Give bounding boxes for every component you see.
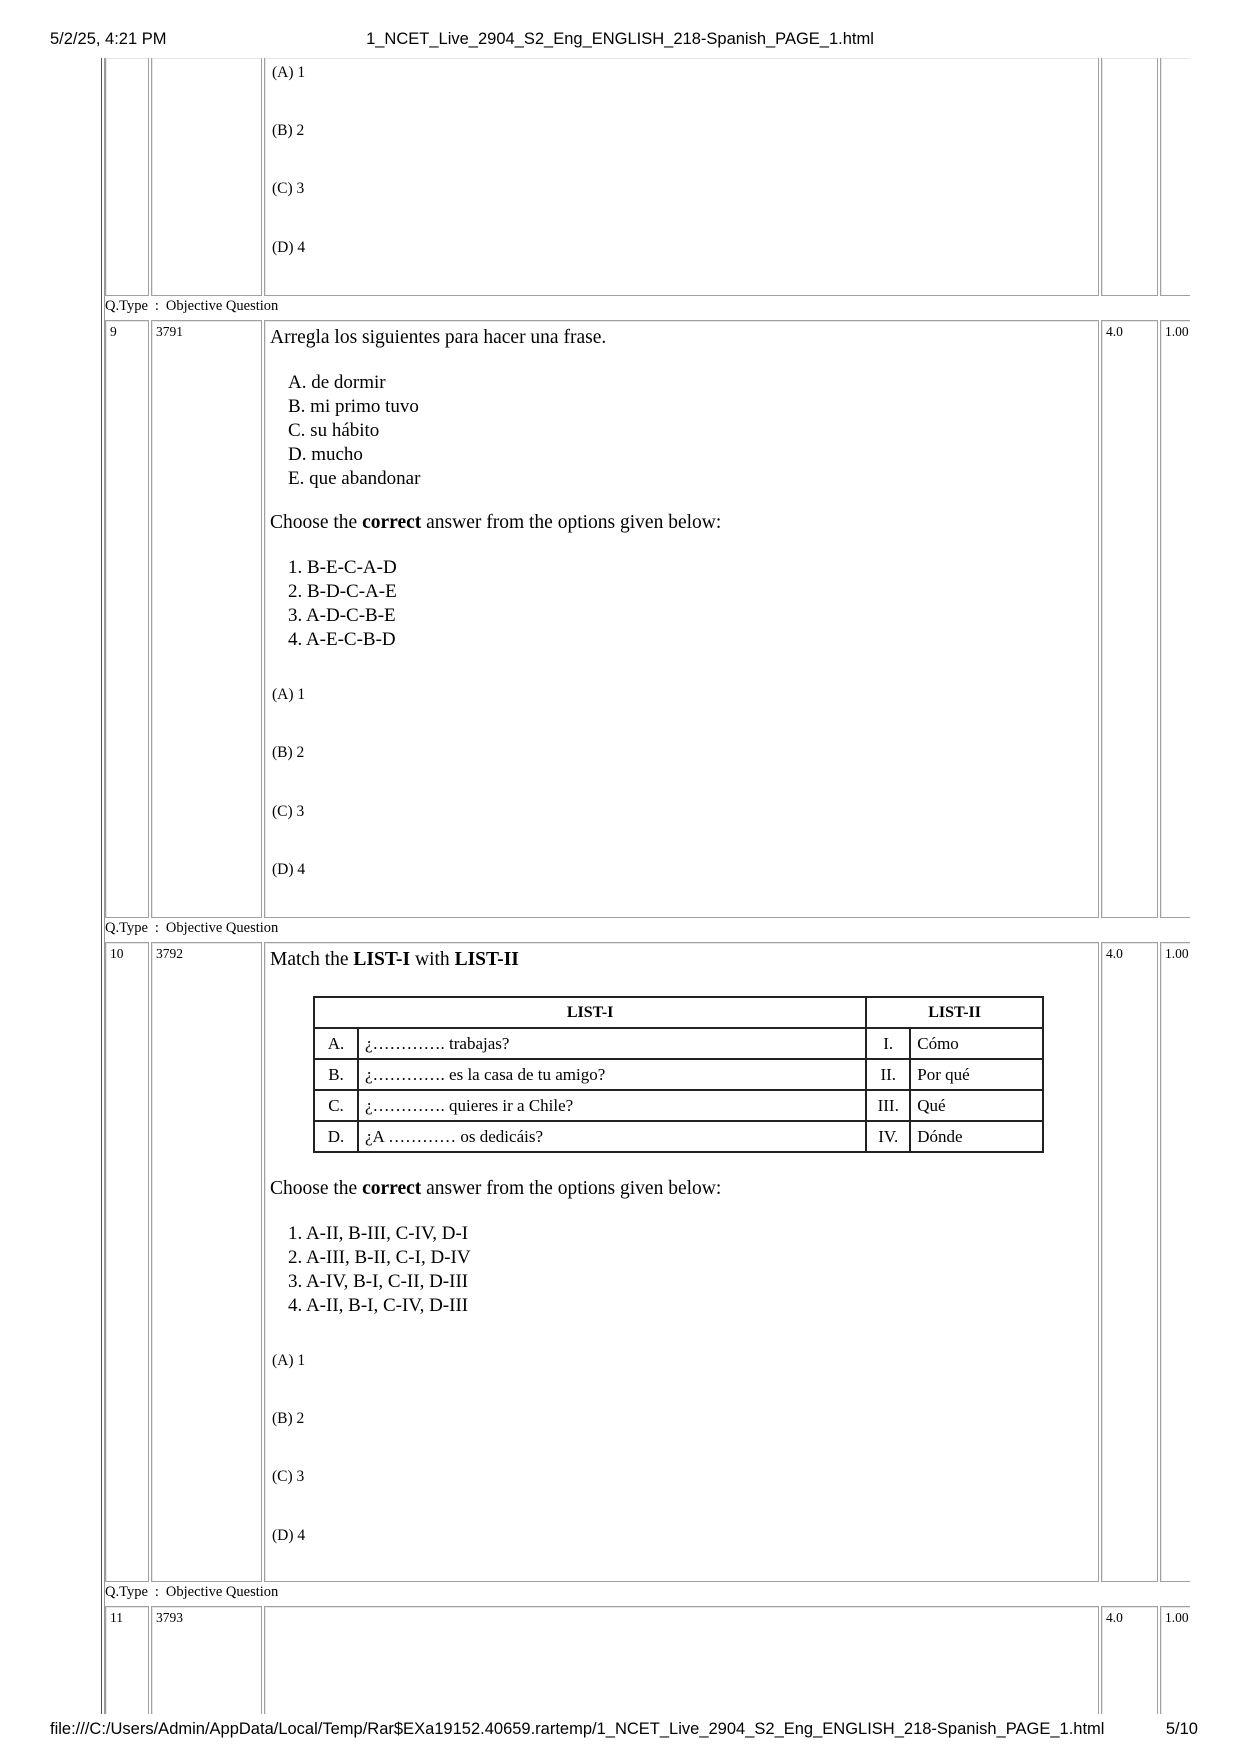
question-type-row: [105, 298, 278, 315]
option-b[interactable]: (B) 2: [272, 122, 305, 139]
option-d[interactable]: (D) 4: [272, 239, 306, 256]
list-item: B. mi primo tuvo: [288, 396, 419, 417]
qtype-value: Objective Question: [165, 1584, 279, 1600]
question-number: 9: [110, 324, 117, 339]
option-d[interactable]: (D) 4: [272, 1527, 306, 1544]
question-id-cell: [151, 320, 262, 918]
question-number-cell: [105, 320, 149, 918]
table-row: [314, 1028, 1043, 1059]
question-number: 10: [110, 946, 124, 961]
negative-marks-cell: [1160, 942, 1190, 1582]
table-row: [314, 1059, 1043, 1090]
question-stem: Match the LIST-I with LIST-II: [270, 949, 519, 970]
question-id: 3791: [156, 324, 183, 339]
option-b[interactable]: (B) 2: [272, 744, 305, 761]
list-i-key: A.: [314, 1028, 358, 1059]
question-number: 11: [110, 1610, 123, 1625]
list-item: C. su hábito: [288, 420, 380, 441]
list-i-value: ¿…………. trabajas?: [358, 1028, 866, 1059]
qtype-separator: :: [154, 920, 159, 936]
list-ii-header: LIST-II: [866, 997, 1043, 1028]
answer-choices: [288, 556, 397, 652]
negative-marks-value: 1.00: [1165, 1610, 1189, 1625]
marks-value: 4.0: [1106, 946, 1123, 961]
option-d[interactable]: (D) 4: [272, 861, 306, 878]
negative-marks-cell: [1160, 1606, 1190, 1714]
option-c[interactable]: (C) 3: [272, 180, 305, 197]
list-ii-value: Dónde: [910, 1121, 1043, 1152]
list-i-value: ¿…………. quieres ir a Chile?: [358, 1090, 866, 1121]
marks-value: 4.0: [1106, 1610, 1123, 1625]
prev-number-cell: [105, 58, 149, 296]
list-item: 1. B-E-C-A-D: [288, 557, 397, 578]
marks-cell: [1101, 320, 1158, 918]
list-i-key: D.: [314, 1121, 358, 1152]
question-id-cell: [151, 942, 262, 1582]
instruction-text: Choose the correct answer from the options given below:: [270, 512, 722, 533]
list-item: 2. A-III, B-II, C-I, D-IV: [288, 1247, 471, 1268]
list-i-key: B.: [314, 1059, 358, 1090]
list-item: 3. A-D-C-B-E: [288, 605, 396, 626]
list-item: 2. B-D-C-A-E: [288, 581, 397, 602]
list-item: 4. A-E-C-B-D: [288, 629, 396, 650]
qtype-label: Q.Type: [105, 920, 148, 936]
qtype-label: Q.Type: [105, 1584, 148, 1600]
question-stem: Arregla los siguientes para hacer una frase.: [270, 327, 607, 348]
table-row: [314, 1121, 1043, 1152]
option-b[interactable]: (B) 2: [272, 1410, 305, 1427]
list-ii-key: I.: [866, 1028, 910, 1059]
question-number-cell: [105, 942, 149, 1582]
list-ii-key: IV.: [866, 1121, 910, 1152]
list-ii-key: III.: [866, 1090, 910, 1121]
list-ii-value: Qué: [910, 1090, 1043, 1121]
list-item: D. mucho: [288, 444, 363, 465]
negative-marks-value: 1.00: [1165, 946, 1189, 961]
question-type-row: [105, 1584, 278, 1601]
question-id: 3792: [156, 946, 183, 961]
option-c[interactable]: (C) 3: [272, 1468, 305, 1485]
match-table-header: [314, 997, 1043, 1028]
prev-negative-cell: [1160, 58, 1190, 296]
print-footer: [0, 1720, 1240, 1742]
question-type-row: [105, 920, 278, 937]
option-a[interactable]: (A) 1: [272, 1352, 306, 1369]
question-id-cell: [151, 1606, 262, 1714]
list-i-key: C.: [314, 1090, 358, 1121]
list-ii-key: II.: [866, 1059, 910, 1090]
print-datetime: 5/2/25, 4:21 PM: [50, 30, 167, 48]
question-content-cell: [264, 1606, 1099, 1714]
list-i-value: ¿A ………… os dedicáis?: [358, 1121, 866, 1152]
marks-cell: [1101, 942, 1158, 1582]
qtype-value: Objective Question: [165, 298, 279, 314]
marks-cell: [1101, 1606, 1158, 1714]
page-counter: 5/10: [1165, 1720, 1198, 1738]
match-table: [313, 996, 1044, 1153]
negative-marks-cell: [1160, 320, 1190, 918]
file-path: file:///C:/Users/Admin/AppData/Local/Temp/Rar$EXa19152.40659.rartemp/1_NCET_Live_2904_S2_Eng_ENGLISH_218-Spanish_PAGE_1.html: [50, 1720, 1105, 1738]
marks-value: 4.0: [1106, 324, 1123, 339]
list-ii-value: Por qué: [910, 1059, 1043, 1090]
list-i-value: ¿…………. es la casa de tu amigo?: [358, 1059, 866, 1090]
qtype-label: Q.Type: [105, 298, 148, 314]
option-c[interactable]: (C) 3: [272, 803, 305, 820]
option-a[interactable]: (A) 1: [272, 686, 306, 703]
sentence-items: [288, 371, 420, 491]
frame-left-line: [101, 58, 102, 1714]
list-item: A. de dormir: [288, 372, 386, 393]
question-id: 3793: [156, 1610, 183, 1625]
list-ii-value: Cómo: [910, 1028, 1043, 1059]
list-item: E. que abandonar: [288, 468, 421, 489]
prev-id-cell: [151, 58, 262, 296]
question-number-cell: [105, 1606, 149, 1714]
prev-marks-cell: [1101, 58, 1158, 296]
print-header: [0, 30, 1240, 52]
negative-marks-value: 1.00: [1165, 324, 1189, 339]
qtype-separator: :: [154, 298, 159, 314]
list-i-header: LIST-I: [314, 997, 866, 1028]
table-row: [314, 1090, 1043, 1121]
option-a[interactable]: (A) 1: [272, 64, 306, 81]
answer-choices: [288, 1222, 471, 1318]
document-title: 1_NCET_Live_2904_S2_Eng_ENGLISH_218-Spanish_PAGE_1.html: [366, 30, 874, 48]
list-item: 3. A-IV, B-I, C-II, D-III: [288, 1271, 469, 1292]
qtype-separator: :: [154, 1584, 159, 1600]
qtype-value: Objective Question: [165, 920, 279, 936]
instruction-text: Choose the correct answer from the options given below:: [270, 1178, 722, 1199]
list-item: 4. A-II, B-I, C-IV, D-III: [288, 1295, 469, 1316]
list-item: 1. A-II, B-III, C-IV, D-I: [288, 1223, 469, 1244]
prev-content-cell: [264, 58, 1099, 296]
